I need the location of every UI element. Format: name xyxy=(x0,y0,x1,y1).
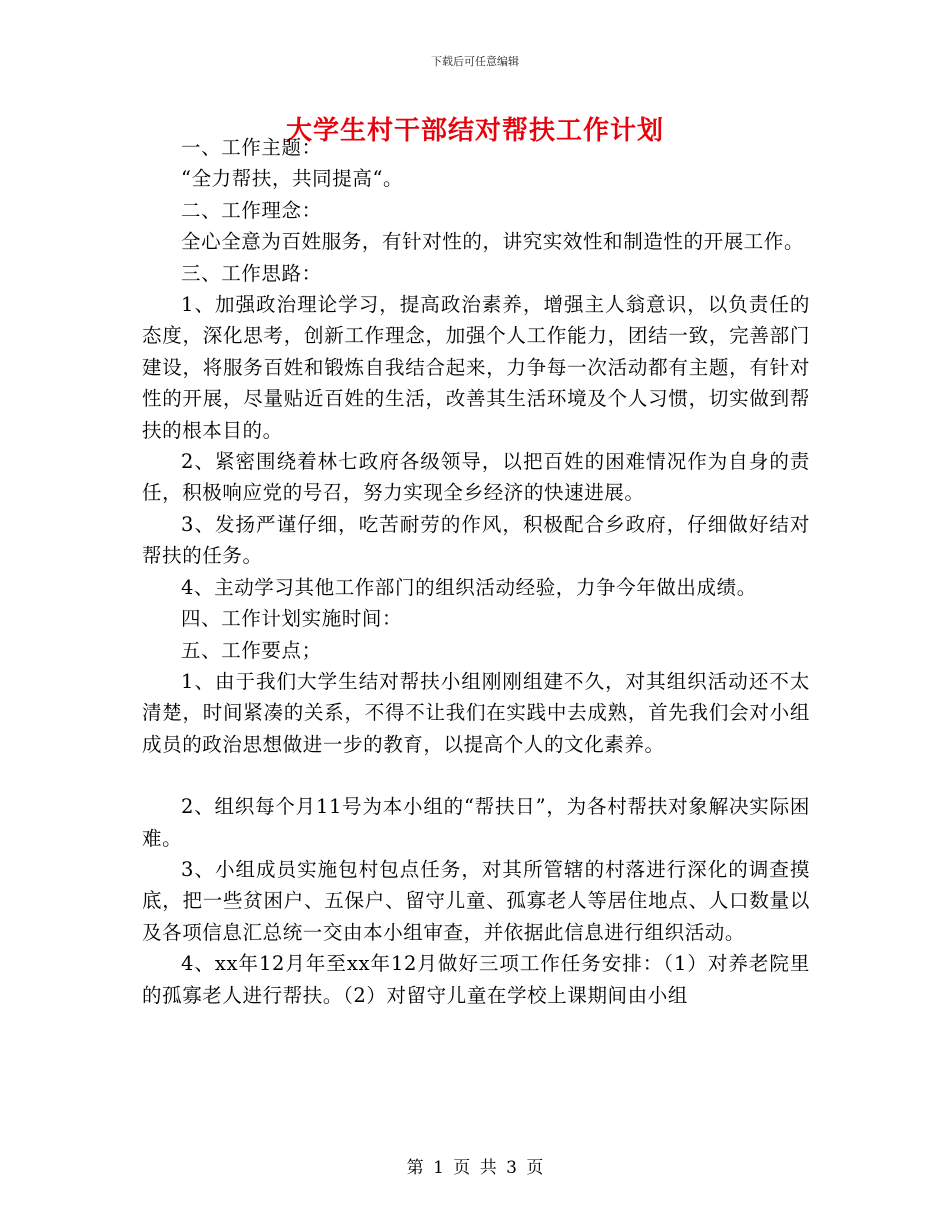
paragraph-point-4: 4、xx年12月年至xx年12月做好三项工作任务安排：（1）对养老院里的孤寡老人进行帮扶。（2）对留守儿童在学校上课期间由小组 xyxy=(142,952,810,1007)
paragraph-point-2: 2、组织每个月11号为本小组的“帮扶日”，为各村帮扶对象解决实际困难。 xyxy=(142,795,810,850)
header-note: 下载后可任意编辑 xyxy=(431,55,519,68)
paragraph-point-1: 1、由于我们大学生结对帮扶小组刚刚组建不久，对其组织活动还不太清楚，时间紧凑的关系，不得不让我们在实践中去成熟，首先我们会对小组成员的政治思想做进一步的教育，以提高个人的文化素养。 xyxy=(142,669,810,756)
paragraph-thinking-1: 1、加强政治理论学习，提高政治素养，增强主人翁意识，以负责任的态度，深化思考，创新工作理念，加强个人工作能力，团结一致，完善部门建设，将服务百姓和锻炼自我结合起来，力争每一次活动都有主题，有针对性的开展，尽量贴近百姓的生活，改善其生活环境及个人习惯，切实做到帮扶的根本目的。 xyxy=(142,293,810,442)
paragraph-concept: 全心全意为百姓服务，有针对性的，讲究实效性和制造性的开展工作。 xyxy=(181,230,805,254)
paragraph-section-2-heading: 二、工作理念： xyxy=(181,198,322,222)
paragraph-section-3-heading: 三、工作思路： xyxy=(181,261,322,285)
paragraph-thinking-4: 4、主动学习其他工作部门的组织活动经验，力争今年做出成绩。 xyxy=(181,575,757,599)
paragraph-thinking-2: 2、紧密围绕着林七政府各级领导，以把百姓的困难情况作为自身的责任，积极响应党的号召，努力实现全乡经济的快速进展。 xyxy=(142,450,810,505)
paragraph-section-1-heading: 一、工作主题： xyxy=(181,136,322,159)
document-body xyxy=(142,132,810,1011)
paragraph-section-4-heading: 四、工作计划实施时间： xyxy=(181,607,403,631)
paragraph-section-5-heading: 五、工作要点； xyxy=(181,638,322,662)
document-title: 大学生村干部结对帮扶工作计划 xyxy=(285,116,664,146)
paragraph-point-3: 3、小组成员实施包村包点任务，对其所管辖的村落进行深化的调查摸底，把一些贫困户、五保户、留守儿童、孤寡老人等居住地点、人口数量以及各项信息汇总统一交由本小组审查，并依据此信息进行组织活动。 xyxy=(142,857,810,944)
page-number-footer: 第 1 页 共 3 页 xyxy=(406,1158,544,1178)
paragraph-theme: “全力帮扶，共同提高“。 xyxy=(181,167,404,191)
paragraph-thinking-3: 3、发扬严谨仔细，吃苦耐劳的作风，积极配合乡政府，仔细做好结对帮扶的任务。 xyxy=(142,512,810,568)
